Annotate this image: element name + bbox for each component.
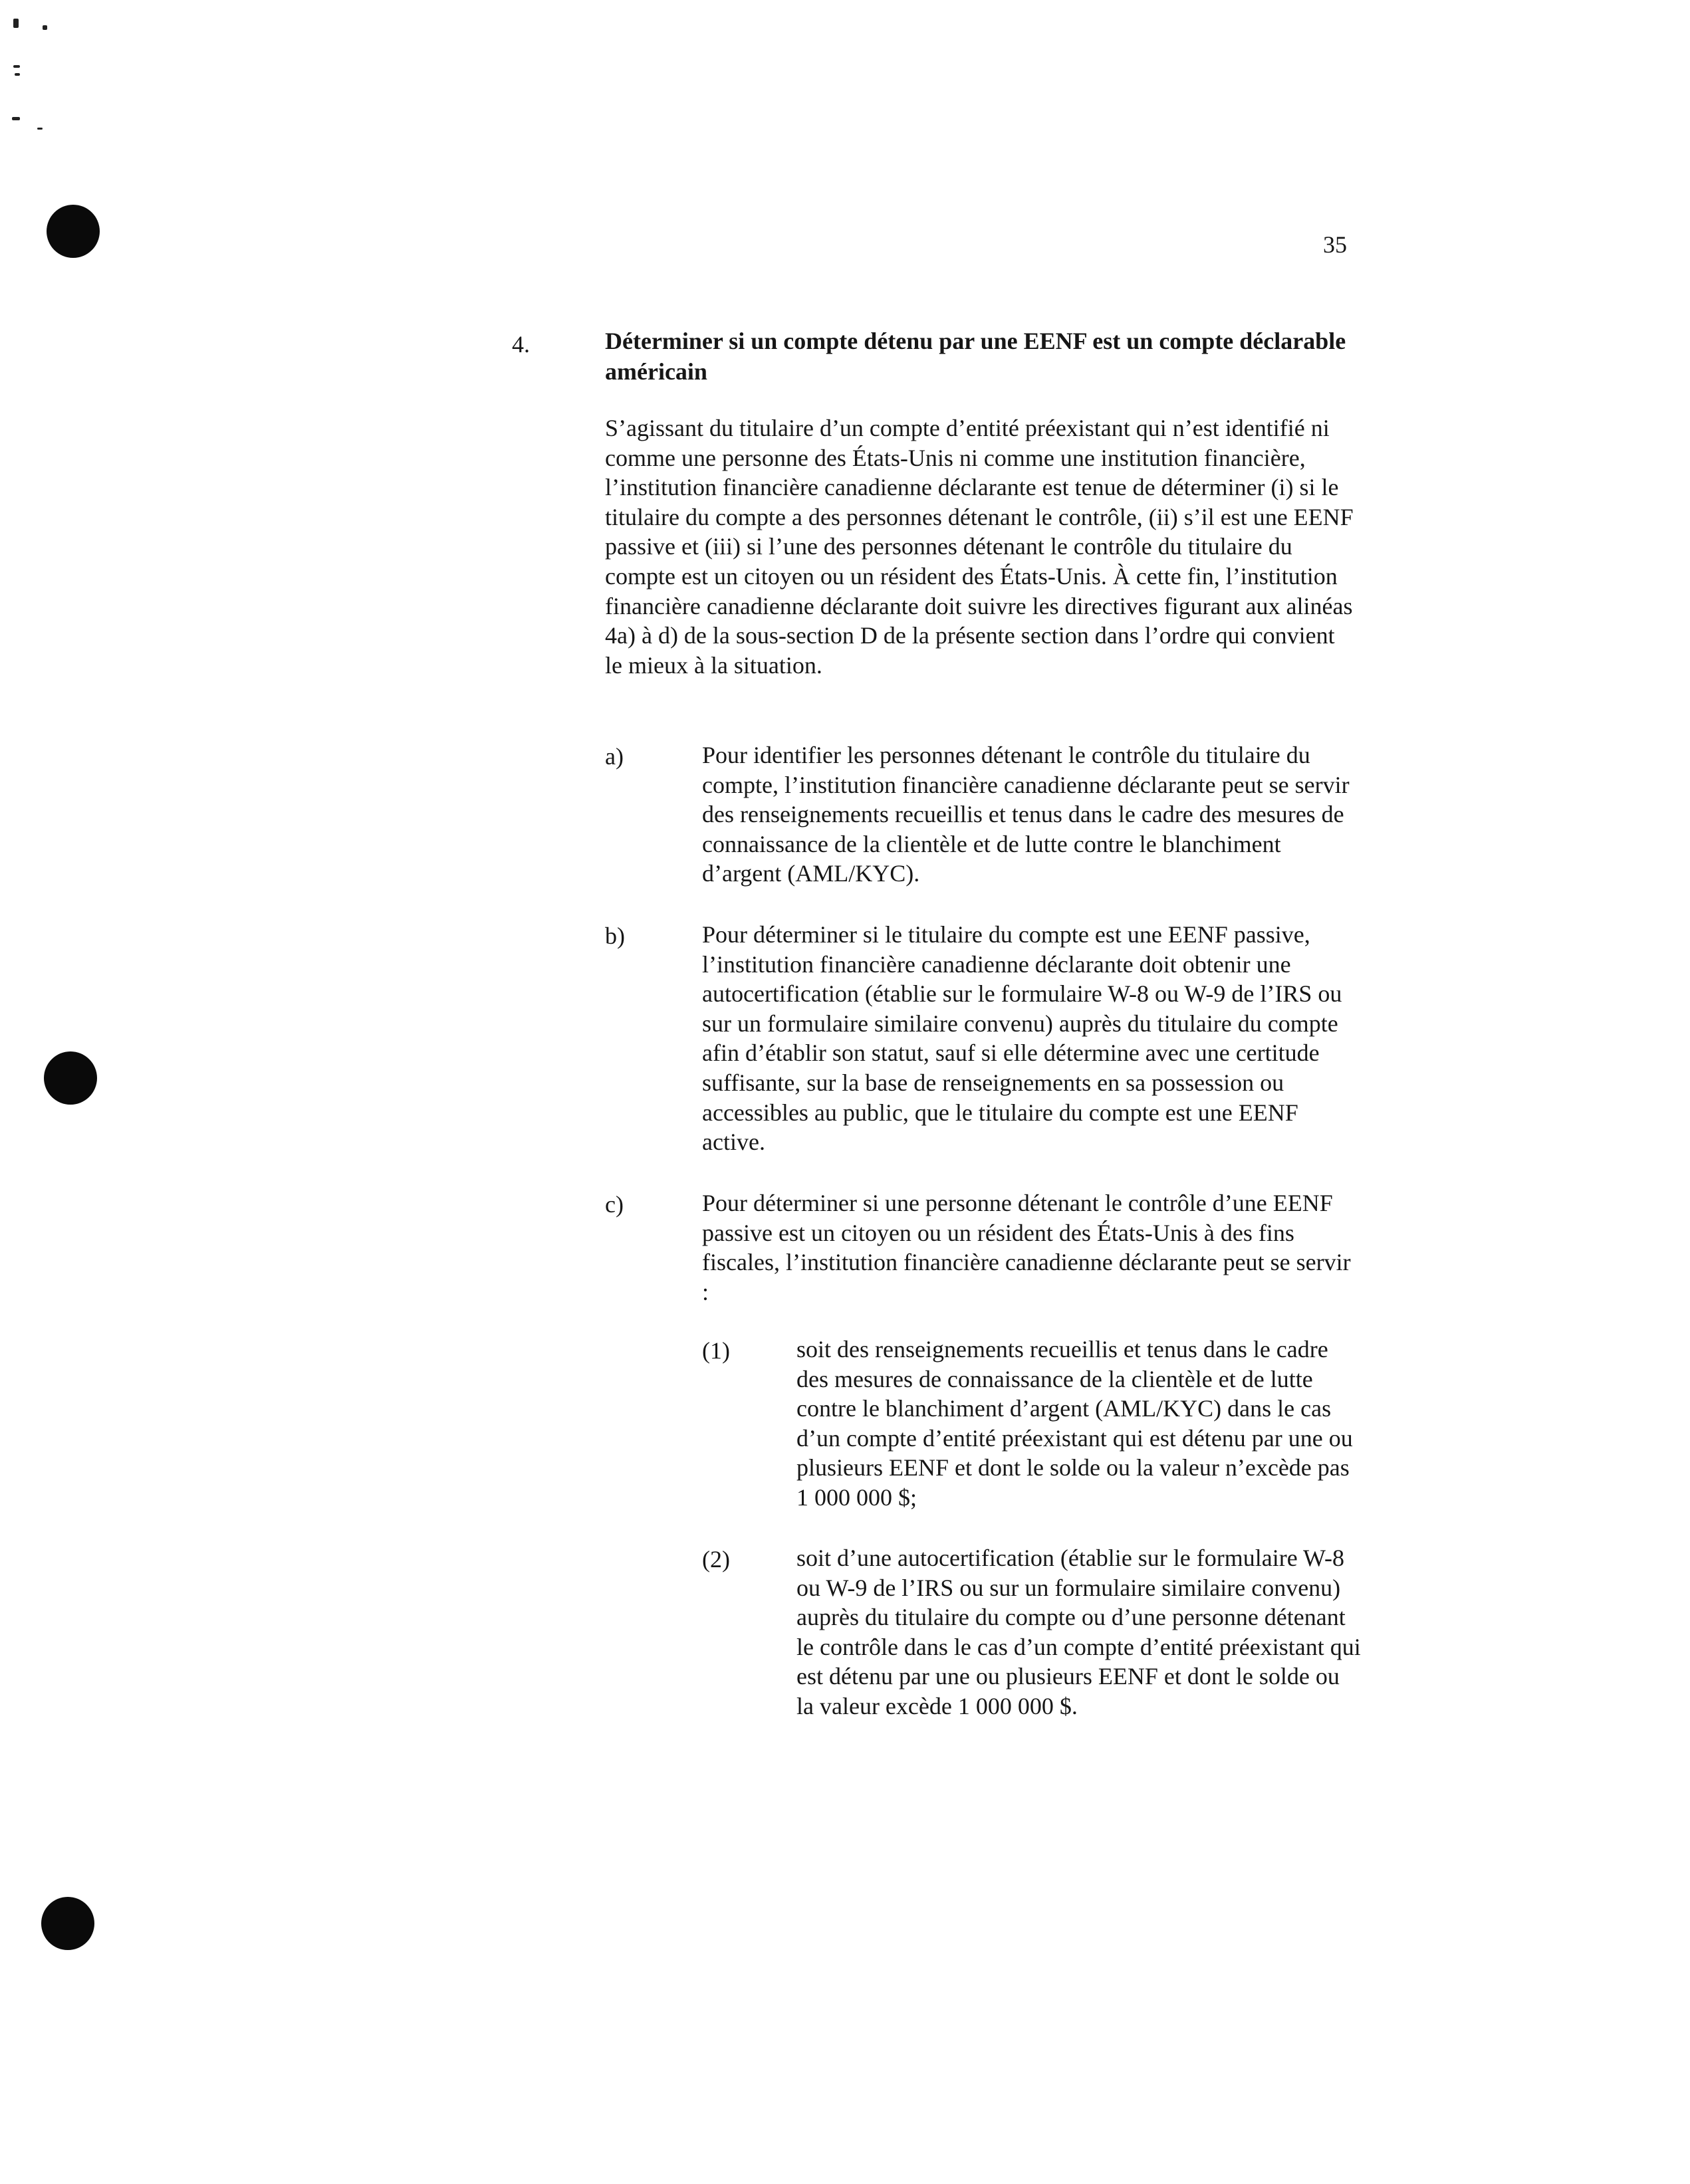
section-heading: Déterminer si un compte détenu par une EENF est un compte déclarable américain	[605, 328, 1346, 385]
item-b-label: b)	[605, 923, 625, 949]
page-number: 35	[1323, 231, 1347, 258]
subitem-2-text: soit d’une autocertification (établie sur le formulaire W-8 ou W-9 de l’IRS ou sur un formulaire similaire convenu) auprès du titulaire du compte ou d’une personne détenant le contrôle dans le cas d’un compte d’entité préexistant qui est détenu par une ou plusieurs EENF et dont le solde ou la valeur excède 1 000 000 $.	[796, 1545, 1361, 1719]
scan-speck	[12, 117, 20, 120]
punch-hole-bottom	[41, 1897, 94, 1950]
punch-hole-top	[47, 205, 100, 258]
punch-hole-middle	[44, 1051, 97, 1105]
scan-speck	[13, 19, 19, 28]
subitem-2-label: (2)	[702, 1546, 730, 1573]
item-b-text: Pour déterminer si le titulaire du compte est une EENF passive, l’institution financière canadienne déclarante doit obtenir une autocertification (établie sur le formulaire W-8 ou W-9 de l’IRS ou sur un formulaire similaire convenu) auprès du titulaire du compte afin d’établir son statut, sauf si elle détermine avec une certitude suffisante, sur la base de renseignements en sa possession ou accessibles au public, que le titulaire du compte est une EENF active.	[702, 921, 1342, 1156]
subitem-1-text: soit des renseignements recueillis et tenus dans le cadre des mesures de connaissance de la clientèle et de lutte contre le blanchiment d’argent (AML/KYC) dans le cas d’un compte d’entité préexistant qui est détenu par une ou plusieurs EENF et dont le solde ou la valeur n’excède pas 1 000 000 $;	[796, 1336, 1353, 1511]
item-a-label: a)	[605, 743, 624, 770]
section-number: 4.	[512, 331, 530, 358]
scan-speck	[43, 25, 47, 30]
subitem-1-label: (1)	[702, 1337, 730, 1364]
item-c-label: c)	[605, 1191, 624, 1218]
intro-paragraph: S’agissant du titulaire d’un compte d’entité préexistant qui n’est identifié ni comme une personne des États-Unis ni comme une institution financière, l’institution financière canadienne déclarante est tenue de déterminer (i) si le titulaire du compte a des personnes détenant le contrôle, (ii) s’il est une EENF passive et (iii) si l’une des personnes détenant le contrôle du titulaire du compte est un citoyen ou un résident des États-Unis. À cette fin, l’institution financière canadienne déclarante doit suivre les directives figurant aux alinéas 4a) à d) de la sous-section D de la présente section dans l’ordre qui convient le mieux à la situation.	[605, 415, 1354, 679]
scan-speck	[15, 73, 20, 76]
scan-speck	[13, 65, 20, 68]
scan-speck	[37, 128, 43, 130]
item-a-text: Pour identifier les personnes détenant le contrôle du titulaire du compte, l’institution financière canadienne déclarante peut se servir des renseignements recueillis et tenus dans le cadre des mesures de connaissance de la clientèle et de lutte contre le blanchiment d’argent (AML/KYC).	[702, 742, 1350, 887]
item-c-text: Pour déterminer si une personne détenant le contrôle d’une EENF passive est un citoyen ou un résident des États-Unis à des fins fiscales, l’institution financière canadienne déclarante peut se servir :	[702, 1190, 1351, 1305]
